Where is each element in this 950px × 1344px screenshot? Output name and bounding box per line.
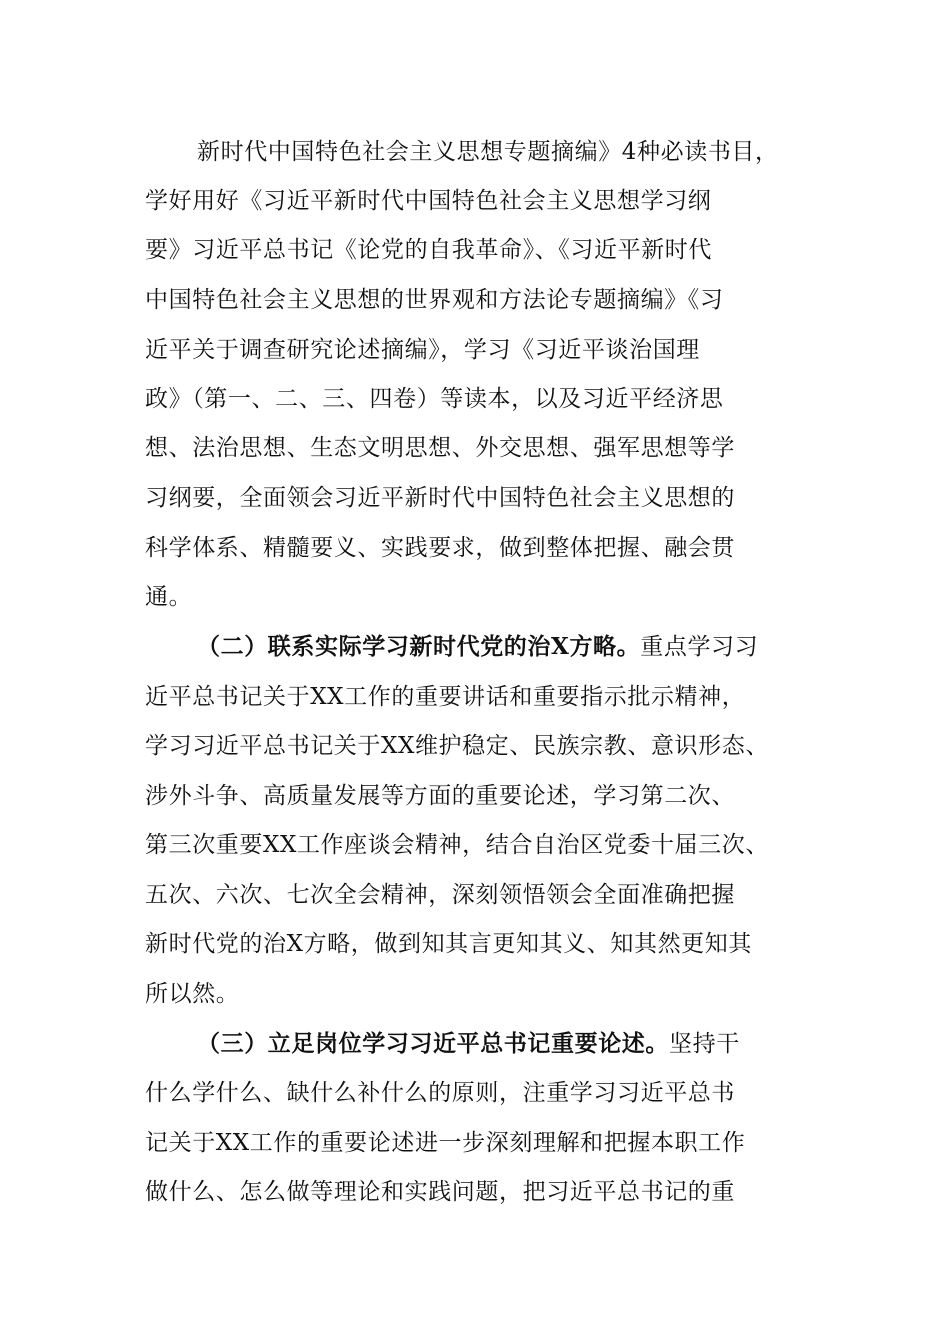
paragraph-3-line-3: 记关于XX工作的重要论述进一步深刻理解和把握本职工作 <box>145 1130 746 1156</box>
paragraph-2-line-1 <box>197 632 758 662</box>
paragraph-3-first-line-rest: 坚持干 <box>669 1031 740 1057</box>
paragraph-1-line-6: 政》（第一、二、三、四卷）等读本，以及习近平经济思 <box>145 386 724 412</box>
paragraph-2-first-line-rest: 重点学习习 <box>640 634 759 660</box>
paragraph-2-line-7: 新时代党的治X方略，做到知其言更知其义、知其然更知其 <box>145 931 752 957</box>
paragraph-1-line-2: 学好用好《习近平新时代中国特色社会主义思想学习纲 <box>145 188 712 214</box>
paragraph-2-line-3: 学习习近平总书记关于XX维护稳定、民族宗教、意识形态、 <box>145 733 769 759</box>
paragraph-1-line-1: 新时代中国特色社会主义思想专题摘编》4种必读书目， <box>197 139 779 165</box>
paragraph-3-line-1 <box>197 1029 740 1059</box>
paragraph-1-line-9: 科学体系、精髓要义、实践要求，做到整体把握、融会贯 <box>145 535 735 561</box>
paragraph-1-line-5: 近平关于调查研究论述摘编》，学习《习近平谈治国理 <box>145 337 700 363</box>
paragraph-2-line-6: 五次、六次、七次全会精神，深刻领悟领会全面准确把握 <box>145 882 735 908</box>
paragraph-2-line-4: 涉外斗争、高质量发展等方面的重要论述，学习第二次、 <box>145 783 735 809</box>
paragraph-3-line-4: 做什么、怎么做等理论和实践问题，把习近平总书记的重 <box>145 1179 735 1205</box>
paragraph-1-line-7: 想、法治思想、生态文明思想、外交思想、强军思想等学 <box>145 435 735 461</box>
paragraph-1-line-8: 习纲要，全面领会习近平新时代中国特色社会主义思想的 <box>145 485 735 511</box>
paragraph-3-line-2: 什么学什么、缺什么补什么的原则，注重学习习近平总书 <box>145 1080 735 1106</box>
paragraph-3-heading: （三）立足岗位学习习近平总书记重要论述。 <box>197 1030 669 1057</box>
paragraph-1-line-4: 中国特色社会主义思想的世界观和方法论专题摘编》《习 <box>145 287 724 313</box>
paragraph-1-line-10: 通。 <box>145 584 193 610</box>
paragraph-2-line-5: 第三次重要XX工作座谈会精神，结合自治区党委十届三次、 <box>145 832 769 858</box>
paragraph-2-line-8: 所以然。 <box>145 981 240 1007</box>
paragraph-2-heading: （二）联系实际学习新时代党的治X方略。 <box>197 633 641 660</box>
paragraph-2-line-2: 近平总书记关于XX工作的重要讲话和重要指示批示精神， <box>145 684 746 710</box>
paragraph-1-line-3: 要》习近平总书记《论党的自我革命》、《习近平新时代 <box>145 237 712 263</box>
